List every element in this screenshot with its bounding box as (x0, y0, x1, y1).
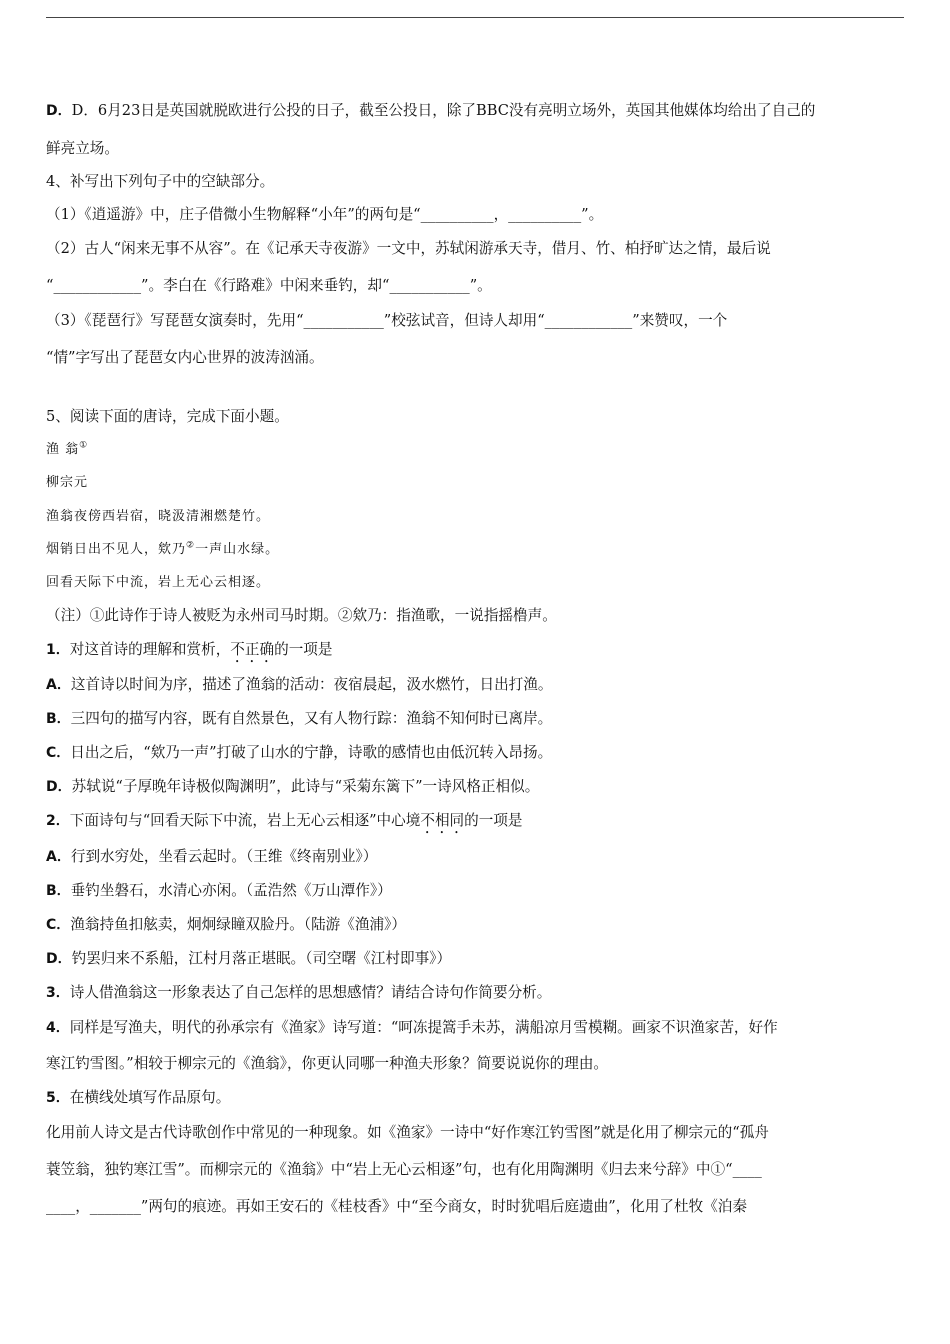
option-d-line-1 (46, 101, 815, 121)
option-text: 这首诗以时间为序，描述了渔翁的活动：夜宿晨起，汲水燃竹，日出打渔。 (70, 676, 553, 693)
option-label: B． (46, 711, 71, 727)
emphasis-text: 不正确 (230, 641, 275, 658)
subquestion-text: 对这首诗的理解和赏析， (69, 641, 231, 658)
option-text: 渔翁持鱼扣舷卖，炯炯绿瞳双脸丹。（陆游《渔浦》） (70, 916, 406, 933)
subquestion-1-option-d (46, 777, 539, 797)
option-text: D．6月23日是英国就脱欧进行公投的日子，截至公投日，除了BBC没有亮明立场外，英国其他媒体均给出了自己的 (71, 102, 816, 119)
question-5-title: 5、阅读下面的唐诗，完成下面小题。 (46, 408, 289, 425)
poem-notes: （注）①此诗作于诗人被贬为永州司马时期。②欸乃：指渔歌，一说指摇橹声。 (46, 607, 557, 624)
option-label: A． (46, 677, 71, 693)
option-label: B． (46, 883, 71, 899)
subquestion-text: 的一项是 (464, 812, 523, 829)
subquestion-text: 下面诗句与“回看天际下中流，岩上无心云相逐”中心境 (69, 812, 421, 829)
option-d-line-2: 鲜亮立场。 (46, 140, 119, 157)
option-label: D． (46, 951, 72, 967)
option-text: 日出之后，“欸乃一声”打破了山水的宁静，诗歌的感情也由低沉转入昂扬。 (70, 744, 553, 761)
question-4-item-3-line-1: （3）《琵琶行》写琵琶女演奏时，先用“___________”校弦试音，但诗人却用“____________”来赞叹，一个 (46, 312, 728, 329)
paragraph-line-1: 化用前人诗文是古代诗歌创作中常见的一种现象。如《渔家》一诗中“好作寒江钓雪图”就是化用了柳宗元的“孤舟 (46, 1124, 769, 1141)
option-label: C． (46, 917, 71, 933)
subquestion-1-option-a (46, 675, 552, 695)
poem-title-text: 渔 翁 (46, 442, 80, 457)
subquestion-text: 在横线处填写作品原句。 (69, 1089, 231, 1106)
paragraph-line-3: ____，_______”两句的痕迹。再如王安石的《桂枝香》中“至今商女，时时犹唱后庭遗曲”，化用了杜牧《泊秦 (46, 1198, 747, 1215)
footnote-marker: ① (79, 440, 89, 451)
question-4-title: 4、补写出下列句子中的空缺部分。 (46, 173, 275, 190)
subquestion-1 (46, 640, 332, 666)
subquestion-2-option-a (46, 847, 377, 867)
emphasis-text: 不相同 (420, 812, 465, 829)
subquestion-1-option-b (46, 709, 552, 729)
subquestion-3 (46, 983, 551, 1003)
subquestion-text: 同样是写渔夫，明代的孙承宗有《渔家》诗写道：“呵冻提篙手未苏，满船凉月雪模糊。画家不识渔家苦，好作 (69, 1019, 778, 1036)
subquestion-4-line-2: 寒江钓雪图。”相较于柳宗元的《渔翁》，你更认同哪一种渔夫形象？简要说说你的理由。 (46, 1055, 609, 1072)
option-text: 钓罢归来不系船，江村月落正堪眠。（司空曙《江村即事》） (71, 950, 452, 967)
option-label: D． (46, 779, 72, 795)
subquestion-2-option-b (46, 881, 392, 901)
paragraph-line-2: 蓑笠翁，独钓寒江雪”。而柳宗元的《渔翁》中“岩上无心云相逐”句，也有化用陶渊明《归去来兮辞》中①“____ (46, 1161, 762, 1178)
subquestion-2-option-c (46, 915, 406, 935)
poem-line-2-text-a: 烟销日出不见人，欸乃 (46, 542, 187, 557)
option-text: 苏轼说“子厚晚年诗极似陶渊明”，此诗与“采菊东篱下”一诗风格正相似。 (71, 778, 540, 795)
subquestion-4-line-1 (46, 1018, 778, 1038)
footnote-marker: ② (186, 540, 196, 551)
poem-line-2 (46, 540, 279, 560)
header-rule (46, 17, 904, 18)
subquestion-number: 1． (46, 642, 70, 658)
poem-line-3: 回看天际下中流，岩上无心云相逐。 (46, 575, 271, 590)
option-label: C． (46, 745, 71, 761)
option-label: D． (46, 103, 72, 119)
subquestion-number: 4． (46, 1020, 70, 1036)
question-4-item-1: （1）《逍遥游》中，庄子借微小生物解释“小年”的两句是“__________，__________”。 (46, 206, 604, 223)
option-label: A． (46, 849, 71, 865)
subquestion-number: 5． (46, 1090, 70, 1106)
subquestion-text: 诗人借渔翁这一形象表达了自己怎样的思想感情？请结合诗句作简要分析。 (69, 984, 552, 1001)
question-4-item-2-line-2: “____________”。李白在《行路难》中闲来垂钓，却“___________”。 (46, 277, 492, 294)
subquestion-2-option-d (46, 949, 451, 969)
subquestion-1-option-c (46, 743, 552, 763)
option-text: 垂钓坐磐石，水清心亦闲。（孟浩然《万山潭作》） (70, 882, 392, 899)
subquestion-number: 2． (46, 813, 70, 829)
option-text: 三四句的描写内容，既有自然景色，又有人物行踪：渔翁不知何时已离岸。 (70, 710, 553, 727)
subquestion-2 (46, 811, 523, 837)
subquestion-5 (46, 1088, 230, 1108)
question-4-item-2-line-1: （2）古人“闲来无事不从容”。在《记承天寺夜游》一文中，苏轼闲游承天寺，借月、竹、柏抒旷达之情，最后说 (46, 240, 771, 257)
poem-author: 柳宗元 (46, 475, 89, 490)
poem-line-2-text-b: 一声山水绿。 (195, 542, 280, 557)
subquestion-text: 的一项是 (274, 641, 333, 658)
poem-line-1: 渔翁夜傍西岩宿，晓汲清湘燃楚竹。 (46, 509, 271, 524)
question-4-item-3-line-2: “情”字写出了琵琶女内心世界的波涛汹涌。 (46, 349, 324, 366)
option-text: 行到水穷处，坐看云起时。（王维《终南别业》） (70, 848, 378, 865)
subquestion-number: 3． (46, 985, 70, 1001)
poem-title (46, 440, 88, 460)
